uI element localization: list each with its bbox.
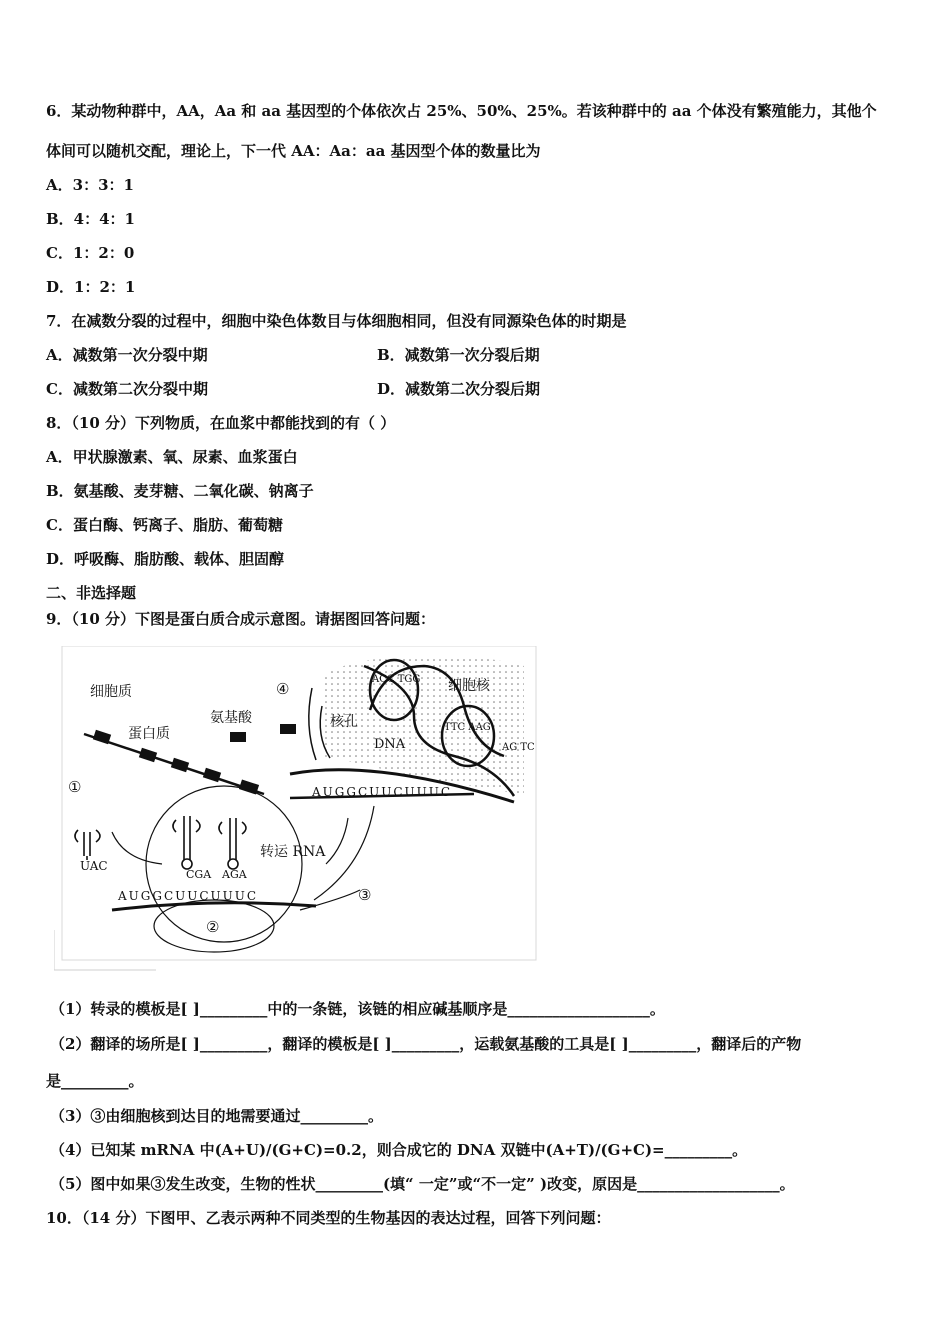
mrna-lower-sequence: AUGGCUUCUUUC xyxy=(118,889,259,903)
anticodon-mid: CGA xyxy=(186,868,212,881)
mrna-upper-sequence: AUGGCUUCUUUC xyxy=(312,785,453,799)
q9-stem: 9．（10 分）下图是蛋白质合成示意图。请据图回答问题： xyxy=(46,610,436,628)
q7-option-a: A．减数第一次分裂中期 xyxy=(46,346,208,364)
protein-synthesis-figure xyxy=(54,646,538,972)
dna-letters-3: AG TC xyxy=(502,742,535,753)
q6-option-a: A．3：3：1 xyxy=(46,176,134,194)
marker-2: ② xyxy=(206,918,220,936)
label-trna: 转运 RNA xyxy=(260,844,326,860)
q9-sub2-line2: 是_________。 xyxy=(46,1072,144,1090)
q7-stem: 7．在减数分裂的过程中，细胞中染色体数目与体细胞相同，但没有同源染色体的时期是 xyxy=(46,312,627,330)
marker-4: ④ xyxy=(276,680,290,698)
label-protein: 蛋白质 xyxy=(128,726,170,742)
q10-stem: 10．（14 分）下图甲、乙表示两种不同类型的生物基因的表达过程，回答下列问题： xyxy=(46,1209,611,1227)
q7-option-d: D．减数第二次分裂后期 xyxy=(377,380,541,398)
q6-option-b: B．4：4：1 xyxy=(46,210,135,228)
q8-option-b: B．氨基酸、麦芽糖、二氧化碳、钠离子 xyxy=(46,482,314,500)
section-heading: 二、非选择题 xyxy=(46,584,137,602)
q8-option-a: A．甲状腺激素、氧、尿素、血浆蛋白 xyxy=(46,448,298,466)
q9-sub5: （5）图中如果③发生改变，生物的性状_________(填“ 一定”或“不一定” )改变，原因是___________________。 xyxy=(50,1175,795,1193)
q8-option-d: D．呼吸酶、脂肪酸、载体、胆固醇 xyxy=(46,550,285,568)
q6-stem-line2: 体间可以随机交配，理论上，下一代 AA：Aa：aa 基因型个体的数量比为 xyxy=(46,142,541,160)
label-cytoplasm: 细胞质 xyxy=(90,684,132,700)
q9-sub3: （3）③由细胞核到达目的地需要通过_________。 xyxy=(50,1107,383,1125)
q9-sub1: （1）转录的模板是[ ]_________中的一条链，该链的相应碱基顺序是___________________。 xyxy=(50,1000,665,1018)
anticodon-right: AGA xyxy=(222,868,247,881)
q6-option-d: D．1：2：1 xyxy=(46,278,136,296)
label-nucleus: 细胞核 xyxy=(448,678,490,694)
marker-1: ① xyxy=(68,778,82,796)
q9-sub4: （4）已知某 mRNA 中(A+U)/(G+C)=0.2，则合成它的 DNA 双链中(A+T)/(G+C)=_________。 xyxy=(50,1141,748,1159)
dna-letters-1: ACC TGG xyxy=(372,674,421,685)
ribosome-large xyxy=(146,786,302,942)
label-nuclear-pore: 核孔 xyxy=(330,714,358,730)
q8-option-c: C．蛋白酶、钙离子、脂肪、葡萄糖 xyxy=(46,516,283,534)
q7-option-c: C．减数第二次分裂中期 xyxy=(46,380,208,398)
dna-letters-2: TTC AAG xyxy=(444,722,491,733)
q9-sub2-line1: （2）翻译的场所是[ ]_________，翻译的模板是[ ]_________，运载氨基酸的工具是[ ]_________，翻译后的产物 xyxy=(50,1035,802,1053)
q6-stem-line1: 6．某动物种群中，AA，Aa 和 aa 基因型的个体依次占 25%、50%、25%。若该种群中的 aa 个体没有繁殖能力，其他个 xyxy=(46,102,877,120)
q6-option-c: C．1：2：0 xyxy=(46,244,135,262)
anticodon-left: UAC xyxy=(80,859,108,873)
marker-3: ③ xyxy=(358,886,372,904)
q7-option-b: B．减数第一次分裂后期 xyxy=(377,346,540,364)
label-amino-acid: 氨基酸 xyxy=(210,710,252,726)
label-dna: DNA xyxy=(374,737,406,752)
q8-stem: 8．（10 分）下列物质，在血浆中都能找到的有（ ） xyxy=(46,414,396,432)
